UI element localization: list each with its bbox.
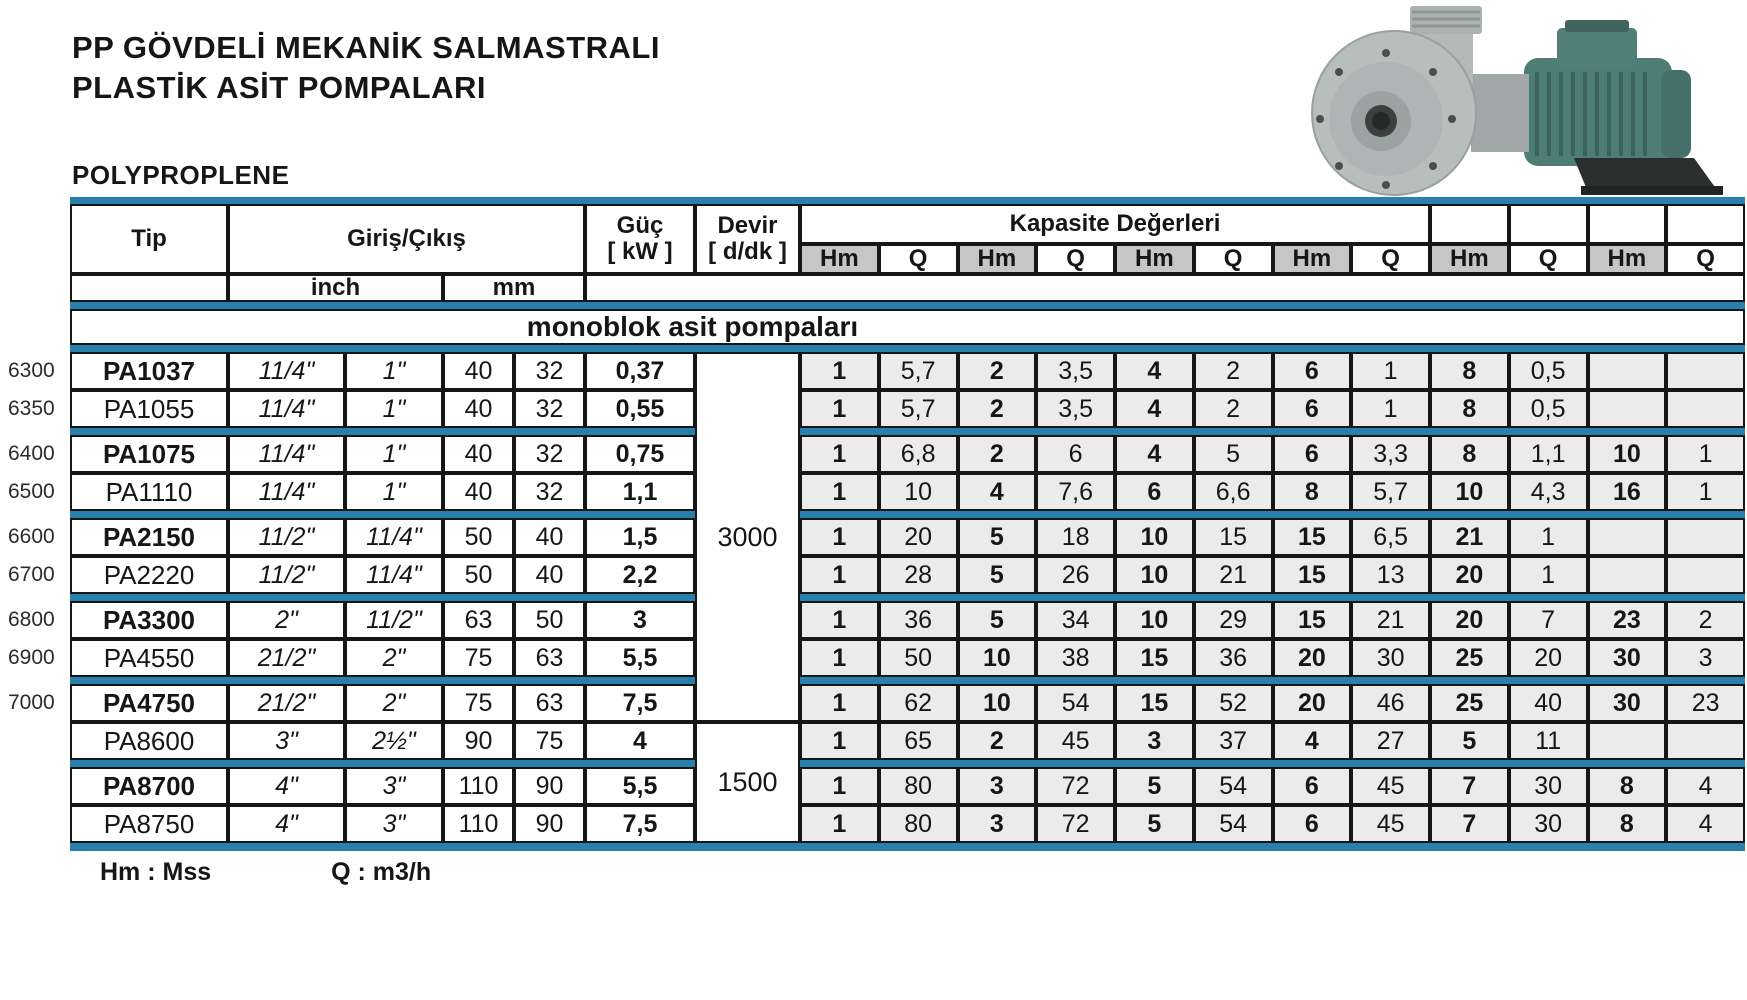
- material-label: POLYPROPLENE: [72, 160, 290, 190]
- capacity-hm-cell: 5: [1115, 767, 1194, 805]
- capacity-hm-cell: 2: [958, 435, 1037, 473]
- col-header-speed: Devir [ d/dk ]: [695, 204, 800, 274]
- capacity-q-cell: 37: [1194, 722, 1273, 760]
- capacity-hm-cell: 3: [1115, 722, 1194, 760]
- capacity-q-cell: 6,5: [1351, 518, 1430, 556]
- inlet-inch-cell: 11/4": [228, 352, 345, 390]
- capacity-hm-cell: 20: [1273, 639, 1352, 677]
- capacity-q-cell: 10: [879, 473, 958, 511]
- capacity-hm-cell: [1588, 390, 1667, 428]
- col-header-q: Q: [1194, 244, 1273, 274]
- capacity-hm-cell: 15: [1273, 556, 1352, 594]
- capacity-q-cell: [1666, 556, 1745, 594]
- capacity-hm-cell: 8: [1588, 805, 1667, 843]
- separator-bar: [800, 511, 1745, 518]
- outlet-mm-cell: 63: [514, 684, 585, 722]
- inlet-inch-cell: 11/4": [228, 390, 345, 428]
- inlet-mm-cell: 75: [443, 639, 514, 677]
- capacity-q-cell: 6,6: [1194, 473, 1273, 511]
- capacity-hm-cell: 8: [1273, 473, 1352, 511]
- capacity-hm-cell: 4: [1115, 390, 1194, 428]
- capacity-hm-cell: 6: [1273, 805, 1352, 843]
- inlet-mm-cell: 40: [443, 473, 514, 511]
- capacity-q-cell: 50: [879, 639, 958, 677]
- capacity-hm-cell: [1588, 518, 1667, 556]
- outlet-inch-cell: 11/4": [345, 518, 443, 556]
- separator-bar: [70, 428, 695, 435]
- capacity-q-cell: 5,7: [879, 352, 958, 390]
- separator-bar: [70, 302, 1745, 309]
- col-header-q: Q: [879, 244, 958, 274]
- capacity-hm-cell: 10: [1115, 518, 1194, 556]
- capacity-hm-cell: 7: [1430, 767, 1509, 805]
- inlet-inch-cell: 4": [228, 767, 345, 805]
- power-kw-cell: 1,5: [585, 518, 695, 556]
- pump-type-cell: PA4550: [70, 639, 228, 677]
- outlet-mm-cell: 63: [514, 639, 585, 677]
- capacity-hm-cell: 6: [1273, 352, 1352, 390]
- power-kw-cell: 7,5: [585, 684, 695, 722]
- capacity-hm-cell: 5: [958, 518, 1037, 556]
- capacity-hm-cell: 15: [1115, 639, 1194, 677]
- product-code-label: 6400: [8, 442, 55, 465]
- separator-bar: [800, 677, 1745, 684]
- outlet-mm-cell: 75: [514, 722, 585, 760]
- product-code-label: 6300: [8, 359, 55, 382]
- footnote-q: Q : m3/h: [331, 858, 432, 886]
- capacity-hm-cell: 4: [1115, 435, 1194, 473]
- capacity-q-cell: 28: [879, 556, 958, 594]
- capacity-q-cell: 72: [1036, 805, 1115, 843]
- capacity-hm-cell: 8: [1430, 352, 1509, 390]
- capacity-q-cell: [1666, 352, 1745, 390]
- capacity-header-spacer: [1430, 204, 1509, 244]
- rpm-cell: 1500: [695, 722, 800, 843]
- footnote-hm: Hm : Mss: [100, 858, 212, 886]
- capacity-q-cell: 80: [879, 767, 958, 805]
- inlet-inch-cell: 11/2": [228, 518, 345, 556]
- capacity-hm-cell: 5: [958, 556, 1037, 594]
- capacity-q-cell: 30: [1509, 805, 1588, 843]
- capacity-q-cell: 3: [1666, 639, 1745, 677]
- inlet-inch-cell: 11/2": [228, 556, 345, 594]
- outlet-inch-cell: 1": [345, 390, 443, 428]
- separator-bar: [70, 677, 695, 684]
- product-code-label: 7000: [8, 691, 55, 714]
- capacity-q-cell: 38: [1036, 639, 1115, 677]
- pump-type-cell: PA2220: [70, 556, 228, 594]
- inlet-inch-cell: 21/2": [228, 684, 345, 722]
- page-title-line1: PP GÖVDELİ MEKANİK SALMASTRALI: [72, 30, 660, 65]
- capacity-hm-cell: 1: [800, 684, 879, 722]
- capacity-hm-cell: [1588, 556, 1667, 594]
- capacity-hm-cell: 6: [1273, 390, 1352, 428]
- spec-table-wrap: [8, 197, 1745, 851]
- outlet-inch-cell: 11/2": [345, 601, 443, 639]
- capacity-hm-cell: 6: [1273, 435, 1352, 473]
- capacity-hm-cell: 6: [1273, 767, 1352, 805]
- footnote: [100, 858, 551, 887]
- capacity-q-cell: 11: [1509, 722, 1588, 760]
- pump-type-cell: PA8600: [70, 722, 228, 760]
- capacity-q-cell: 80: [879, 805, 958, 843]
- inlet-mm-cell: 40: [443, 390, 514, 428]
- capacity-q-cell: 20: [1509, 639, 1588, 677]
- capacity-hm-cell: 5: [1115, 805, 1194, 843]
- capacity-hm-cell: 25: [1430, 639, 1509, 677]
- capacity-q-cell: 1,1: [1509, 435, 1588, 473]
- col-header-capacity: Kapasite Değerleri: [800, 204, 1430, 244]
- col-header-q: Q: [1036, 244, 1115, 274]
- capacity-hm-cell: 25: [1430, 684, 1509, 722]
- inlet-inch-cell: 11/4": [228, 473, 345, 511]
- inlet-inch-cell: 4": [228, 805, 345, 843]
- capacity-q-cell: 46: [1351, 684, 1430, 722]
- pump-type-cell: PA1110: [70, 473, 228, 511]
- rpm-cell: 3000: [695, 352, 800, 722]
- capacity-q-cell: 6,8: [879, 435, 958, 473]
- capacity-q-cell: 1: [1666, 473, 1745, 511]
- capacity-q-cell: 30: [1509, 767, 1588, 805]
- pump-product-photo: [1269, 0, 1739, 198]
- capacity-q-cell: 40: [1509, 684, 1588, 722]
- capacity-hm-cell: 2: [958, 352, 1037, 390]
- capacity-hm-cell: 7: [1430, 805, 1509, 843]
- product-code-label: 6500: [8, 480, 55, 503]
- capacity-hm-cell: 4: [1273, 722, 1352, 760]
- separator-bar: [70, 197, 1745, 204]
- inlet-mm-cell: 50: [443, 518, 514, 556]
- capacity-q-cell: 1: [1666, 435, 1745, 473]
- capacity-q-cell: 23: [1666, 684, 1745, 722]
- product-code-label: 6700: [8, 563, 55, 586]
- capacity-q-cell: 5,7: [879, 390, 958, 428]
- capacity-q-cell: 72: [1036, 767, 1115, 805]
- product-code-label: 6800: [8, 608, 55, 631]
- capacity-header-spacer: [1666, 204, 1745, 244]
- power-kw-cell: 0,37: [585, 352, 695, 390]
- col-header-power: Güç [ kW ]: [585, 204, 695, 274]
- capacity-q-cell: 30: [1351, 639, 1430, 677]
- pump-type-cell: PA1075: [70, 435, 228, 473]
- capacity-q-cell: 20: [879, 518, 958, 556]
- capacity-q-cell: 3,3: [1351, 435, 1430, 473]
- capacity-q-cell: 27: [1351, 722, 1430, 760]
- capacity-q-cell: 45: [1036, 722, 1115, 760]
- unit-header-inch: inch: [228, 274, 443, 302]
- capacity-hm-cell: 5: [1430, 722, 1509, 760]
- capacity-q-cell: 18: [1036, 518, 1115, 556]
- col-header-inlet-outlet: Giriş/Çıkış: [228, 204, 585, 274]
- pump-type-cell: PA1037: [70, 352, 228, 390]
- pump-type-cell: PA3300: [70, 601, 228, 639]
- pump-type-cell: PA4750: [70, 684, 228, 722]
- capacity-hm-cell: 15: [1273, 518, 1352, 556]
- capacity-hm-cell: 4: [958, 473, 1037, 511]
- col-header-hm: Hm: [1273, 244, 1352, 274]
- capacity-hm-cell: 10: [958, 639, 1037, 677]
- capacity-hm-cell: 20: [1273, 684, 1352, 722]
- inlet-mm-cell: 40: [443, 435, 514, 473]
- capacity-hm-cell: 20: [1430, 556, 1509, 594]
- capacity-q-cell: [1666, 518, 1745, 556]
- capacity-q-cell: 34: [1036, 601, 1115, 639]
- capacity-q-cell: 1: [1351, 352, 1430, 390]
- pump-spec-table: [70, 197, 1745, 851]
- capacity-q-cell: [1666, 722, 1745, 760]
- capacity-q-cell: 36: [879, 601, 958, 639]
- capacity-q-cell: 7,6: [1036, 473, 1115, 511]
- unit-header-mm: mm: [443, 274, 585, 302]
- capacity-q-cell: 3,5: [1036, 390, 1115, 428]
- capacity-hm-cell: 3: [958, 805, 1037, 843]
- power-kw-cell: 0,55: [585, 390, 695, 428]
- inlet-mm-cell: 40: [443, 352, 514, 390]
- product-code-label: 6600: [8, 525, 55, 548]
- capacity-hm-cell: 1: [800, 639, 879, 677]
- capacity-q-cell: 62: [879, 684, 958, 722]
- capacity-hm-cell: 1: [800, 352, 879, 390]
- capacity-q-cell: 45: [1351, 767, 1430, 805]
- capacity-hm-cell: 2: [958, 722, 1037, 760]
- separator-bar: [800, 760, 1745, 767]
- capacity-q-cell: 36: [1194, 639, 1273, 677]
- outlet-inch-cell: 3": [345, 767, 443, 805]
- col-header-hm: Hm: [958, 244, 1037, 274]
- outlet-inch-cell: 1": [345, 352, 443, 390]
- capacity-hm-cell: [1588, 352, 1667, 390]
- inlet-inch-cell: 3": [228, 722, 345, 760]
- capacity-hm-cell: 8: [1588, 767, 1667, 805]
- pump-type-cell: PA1055: [70, 390, 228, 428]
- col-header-hm: Hm: [1430, 244, 1509, 274]
- inlet-mm-cell: 110: [443, 767, 514, 805]
- outlet-mm-cell: 40: [514, 556, 585, 594]
- outlet-mm-cell: 32: [514, 473, 585, 511]
- outlet-mm-cell: 90: [514, 767, 585, 805]
- capacity-hm-cell: 2: [958, 390, 1037, 428]
- inlet-inch-cell: 21/2": [228, 639, 345, 677]
- col-header-q: Q: [1509, 244, 1588, 274]
- capacity-hm-cell: 8: [1430, 435, 1509, 473]
- capacity-q-cell: 4: [1666, 767, 1745, 805]
- capacity-q-cell: 65: [879, 722, 958, 760]
- capacity-hm-cell: 5: [958, 601, 1037, 639]
- capacity-hm-cell: 15: [1115, 684, 1194, 722]
- separator-bar: [800, 594, 1745, 601]
- capacity-q-cell: 21: [1351, 601, 1430, 639]
- capacity-hm-cell: 20: [1430, 601, 1509, 639]
- page-title-line2: PLASTİK ASİT POMPALARI: [72, 70, 486, 106]
- capacity-q-cell: 7: [1509, 601, 1588, 639]
- capacity-q-cell: 5: [1194, 435, 1273, 473]
- capacity-q-cell: 52: [1194, 684, 1273, 722]
- capacity-hm-cell: 1: [800, 390, 879, 428]
- outlet-inch-cell: 2": [345, 639, 443, 677]
- capacity-hm-cell: 1: [800, 805, 879, 843]
- separator-bar: [70, 594, 695, 601]
- outlet-inch-cell: 3": [345, 805, 443, 843]
- capacity-q-cell: 4,3: [1509, 473, 1588, 511]
- separator-bar: [70, 843, 1745, 851]
- outlet-inch-cell: 1": [345, 435, 443, 473]
- capacity-q-cell: 26: [1036, 556, 1115, 594]
- capacity-q-cell: 1: [1509, 518, 1588, 556]
- capacity-q-cell: 54: [1194, 805, 1273, 843]
- power-kw-cell: 0,75: [585, 435, 695, 473]
- capacity-hm-cell: 10: [1430, 473, 1509, 511]
- power-kw-cell: 1,1: [585, 473, 695, 511]
- capacity-q-cell: 2: [1194, 352, 1273, 390]
- capacity-q-cell: [1666, 390, 1745, 428]
- capacity-q-cell: 21: [1194, 556, 1273, 594]
- capacity-hm-cell: 30: [1588, 684, 1667, 722]
- outlet-mm-cell: 32: [514, 352, 585, 390]
- capacity-q-cell: 3,5: [1036, 352, 1115, 390]
- separator-bar: [800, 428, 1745, 435]
- separator-bar: [70, 511, 695, 518]
- inlet-mm-cell: 63: [443, 601, 514, 639]
- capacity-q-cell: 1: [1351, 390, 1430, 428]
- capacity-q-cell: 2: [1666, 601, 1745, 639]
- capacity-hm-cell: 10: [1115, 601, 1194, 639]
- col-header-hm: Hm: [800, 244, 879, 274]
- capacity-q-cell: 13: [1351, 556, 1430, 594]
- capacity-q-cell: 15: [1194, 518, 1273, 556]
- capacity-hm-cell: 21: [1430, 518, 1509, 556]
- inlet-mm-cell: 75: [443, 684, 514, 722]
- outlet-mm-cell: 40: [514, 518, 585, 556]
- capacity-q-cell: 54: [1194, 767, 1273, 805]
- capacity-q-cell: 29: [1194, 601, 1273, 639]
- power-kw-cell: 2,2: [585, 556, 695, 594]
- power-kw-cell: 5,5: [585, 639, 695, 677]
- capacity-q-cell: 45: [1351, 805, 1430, 843]
- capacity-hm-cell: 10: [1588, 435, 1667, 473]
- capacity-q-cell: 1: [1509, 556, 1588, 594]
- pump-type-cell: PA8700: [70, 767, 228, 805]
- pump-type-cell: PA8750: [70, 805, 228, 843]
- capacity-q-cell: 0,5: [1509, 390, 1588, 428]
- capacity-hm-cell: 30: [1588, 639, 1667, 677]
- capacity-hm-cell: 1: [800, 767, 879, 805]
- capacity-hm-cell: 4: [1115, 352, 1194, 390]
- page-title: [72, 28, 660, 109]
- inlet-mm-cell: 50: [443, 556, 514, 594]
- capacity-q-cell: 6: [1036, 435, 1115, 473]
- product-code-label: 6900: [8, 646, 55, 669]
- capacity-hm-cell: 1: [800, 722, 879, 760]
- separator-bar: [70, 760, 695, 767]
- outlet-inch-cell: 11/4": [345, 556, 443, 594]
- capacity-q-cell: 0,5: [1509, 352, 1588, 390]
- capacity-hm-cell: 1: [800, 556, 879, 594]
- col-header-hm: Hm: [1588, 244, 1667, 274]
- capacity-hm-cell: 1: [800, 601, 879, 639]
- product-code-label: 6350: [8, 397, 55, 420]
- capacity-header-spacer: [1588, 204, 1667, 244]
- inlet-mm-cell: 90: [443, 722, 514, 760]
- power-kw-cell: 7,5: [585, 805, 695, 843]
- col-header-hm: Hm: [1115, 244, 1194, 274]
- capacity-hm-cell: 15: [1273, 601, 1352, 639]
- inlet-mm-cell: 110: [443, 805, 514, 843]
- capacity-hm-cell: 1: [800, 473, 879, 511]
- outlet-inch-cell: 1": [345, 473, 443, 511]
- power-kw-cell: 5,5: [585, 767, 695, 805]
- outlet-inch-cell: 2½": [345, 722, 443, 760]
- capacity-q-cell: 54: [1036, 684, 1115, 722]
- outlet-mm-cell: 90: [514, 805, 585, 843]
- capacity-hm-cell: 1: [800, 518, 879, 556]
- capacity-hm-cell: 23: [1588, 601, 1667, 639]
- outlet-mm-cell: 50: [514, 601, 585, 639]
- unit-row-spacer: [585, 274, 1745, 302]
- pump-type-cell: PA2150: [70, 518, 228, 556]
- capacity-hm-cell: 1: [800, 435, 879, 473]
- capacity-hm-cell: 8: [1430, 390, 1509, 428]
- separator-bar: [70, 345, 1745, 352]
- capacity-hm-cell: 16: [1588, 473, 1667, 511]
- inlet-inch-cell: 11/4": [228, 435, 345, 473]
- capacity-q-cell: 2: [1194, 390, 1273, 428]
- col-header-q: Q: [1351, 244, 1430, 274]
- power-kw-cell: 3: [585, 601, 695, 639]
- outlet-inch-cell: 2": [345, 684, 443, 722]
- capacity-hm-cell: 10: [1115, 556, 1194, 594]
- col-header-tip: Tip: [70, 204, 228, 274]
- outlet-mm-cell: 32: [514, 390, 585, 428]
- capacity-hm-cell: 3: [958, 767, 1037, 805]
- capacity-q-cell: 4: [1666, 805, 1745, 843]
- outlet-mm-cell: 32: [514, 435, 585, 473]
- capacity-hm-cell: 10: [958, 684, 1037, 722]
- capacity-q-cell: 5,7: [1351, 473, 1430, 511]
- unit-row-spacer: [70, 274, 228, 302]
- capacity-header-spacer: [1509, 204, 1588, 244]
- capacity-hm-cell: [1588, 722, 1667, 760]
- section-title: monoblok asit pompaları: [70, 309, 1745, 345]
- power-kw-cell: 4: [585, 722, 695, 760]
- inlet-inch-cell: 2": [228, 601, 345, 639]
- capacity-hm-cell: 6: [1115, 473, 1194, 511]
- col-header-q: Q: [1666, 244, 1745, 274]
